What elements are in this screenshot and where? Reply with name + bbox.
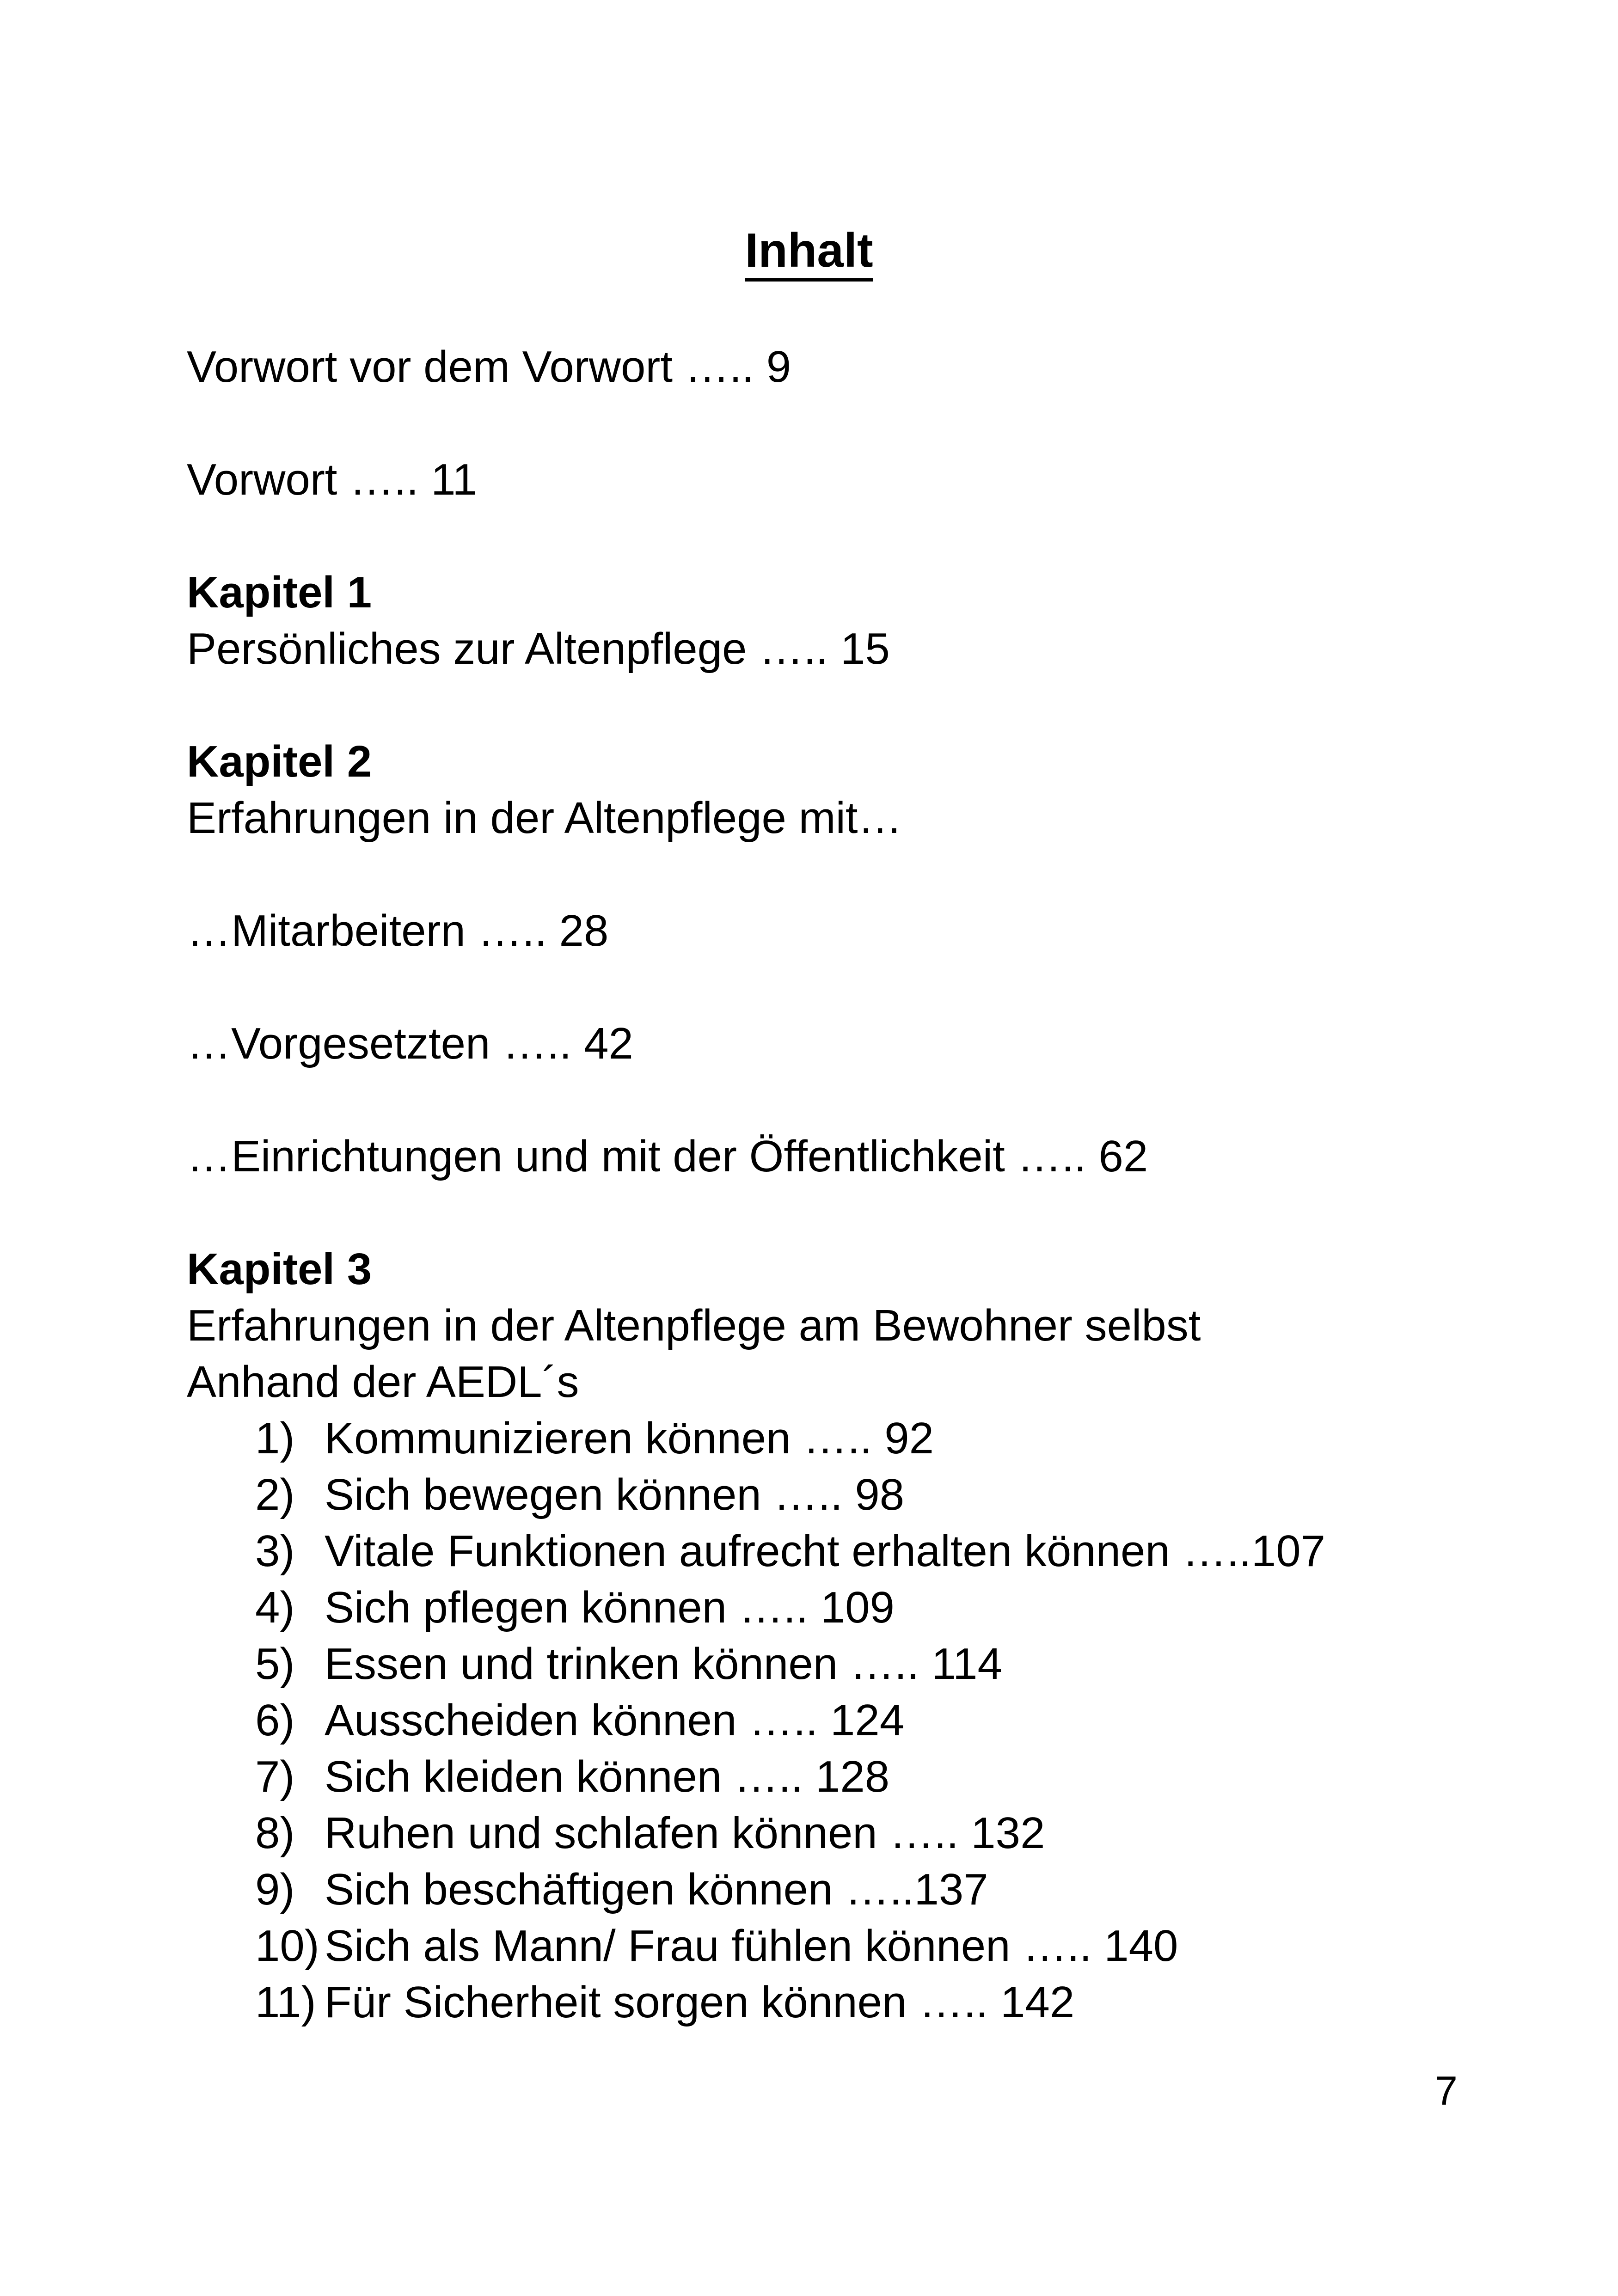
spacer	[187, 1185, 1527, 1241]
toc-entry-vorwort-vor-vorwort: Vorwort vor dem Vorwort ….. 9	[187, 342, 791, 392]
list-item	[187, 1749, 1527, 1805]
list-item-text: Sich bewegen können ….. 98	[325, 1470, 905, 1519]
page-title-text: Inhalt	[745, 224, 873, 282]
list-item	[187, 1805, 1527, 1861]
spacer	[187, 846, 1527, 903]
list-item-number: 8)	[255, 1808, 295, 1858]
spacer	[187, 677, 1527, 734]
list-item-text: Sich pflegen können ….. 109	[325, 1583, 895, 1632]
list-item	[187, 1523, 1527, 1580]
chapter-3-title: Erfahrungen in der Altenpflege am Bewohner selbst	[187, 1301, 1201, 1350]
list-item-number: 6)	[255, 1696, 295, 1745]
table-of-contents	[187, 339, 1527, 2031]
list-item	[187, 1467, 1527, 1523]
list-item	[187, 1974, 1527, 2031]
chapter-1-title: Persönliches zur Altenpflege ….. 15	[187, 624, 890, 673]
spacer	[187, 959, 1527, 1016]
list-item-number: 11)	[255, 1978, 316, 2027]
list-item	[187, 1636, 1527, 1692]
list-item-number: 4)	[255, 1583, 295, 1632]
page-number: 7	[1435, 2068, 1458, 2113]
chapter-2-title: Erfahrungen in der Altenpflege mit…	[187, 793, 902, 843]
list-item-text: Ruhen und schlafen können ….. 132	[325, 1808, 1045, 1858]
list-item	[187, 1861, 1527, 1918]
list-item-text: Sich kleiden können ….. 128	[325, 1752, 890, 1801]
spacer	[187, 508, 1527, 564]
list-item	[187, 1580, 1527, 1636]
page-title	[0, 222, 1618, 280]
list-item-number: 3)	[255, 1526, 295, 1576]
list-item-text: Sich als Mann/ Frau fühlen können ….. 140	[325, 1921, 1178, 1971]
chapter-2-section-mitarbeitern: …Mitarbeitern ….. 28	[187, 906, 609, 955]
spacer	[187, 395, 1527, 452]
list-item	[187, 1692, 1527, 1749]
list-item-text: Essen und trinken können ….. 114	[325, 1639, 1002, 1689]
chapter-2-heading: Kapitel 2	[187, 737, 372, 786]
chapter-3-subtitle: Anhand der AEDL´s	[187, 1357, 579, 1407]
list-item-number: 9)	[255, 1865, 295, 1914]
list-item-number: 1)	[255, 1414, 295, 1463]
list-item-text: Für Sicherheit sorgen können ….. 142	[325, 1978, 1075, 2027]
list-item	[187, 1410, 1527, 1467]
list-item-text: Sich beschäftigen können …..137	[325, 1865, 988, 1914]
chapter-2-section-vorgesetzten: …Vorgesetzten ….. 42	[187, 1019, 633, 1068]
list-item-text: Vitale Funktionen aufrecht erhalten können …..107	[325, 1526, 1326, 1576]
list-item-number: 2)	[255, 1470, 295, 1519]
list-item-number: 7)	[255, 1752, 295, 1801]
chapter-3-heading: Kapitel 3	[187, 1244, 372, 1294]
list-item	[187, 1918, 1527, 1974]
list-item-text: Kommunizieren können ….. 92	[325, 1414, 934, 1463]
spacer	[187, 1072, 1527, 1128]
aedl-list	[187, 1410, 1527, 2031]
chapter-2-section-einrichtungen: …Einrichtungen und mit der Öffentlichkeit ….. 62	[187, 1132, 1148, 1181]
list-item-number: 5)	[255, 1639, 295, 1689]
list-item-number: 10)	[255, 1921, 319, 1971]
list-item-text: Ausscheiden können ….. 124	[325, 1696, 905, 1745]
toc-entry-vorwort: Vorwort ….. 11	[187, 455, 477, 504]
chapter-1-heading: Kapitel 1	[187, 568, 372, 617]
